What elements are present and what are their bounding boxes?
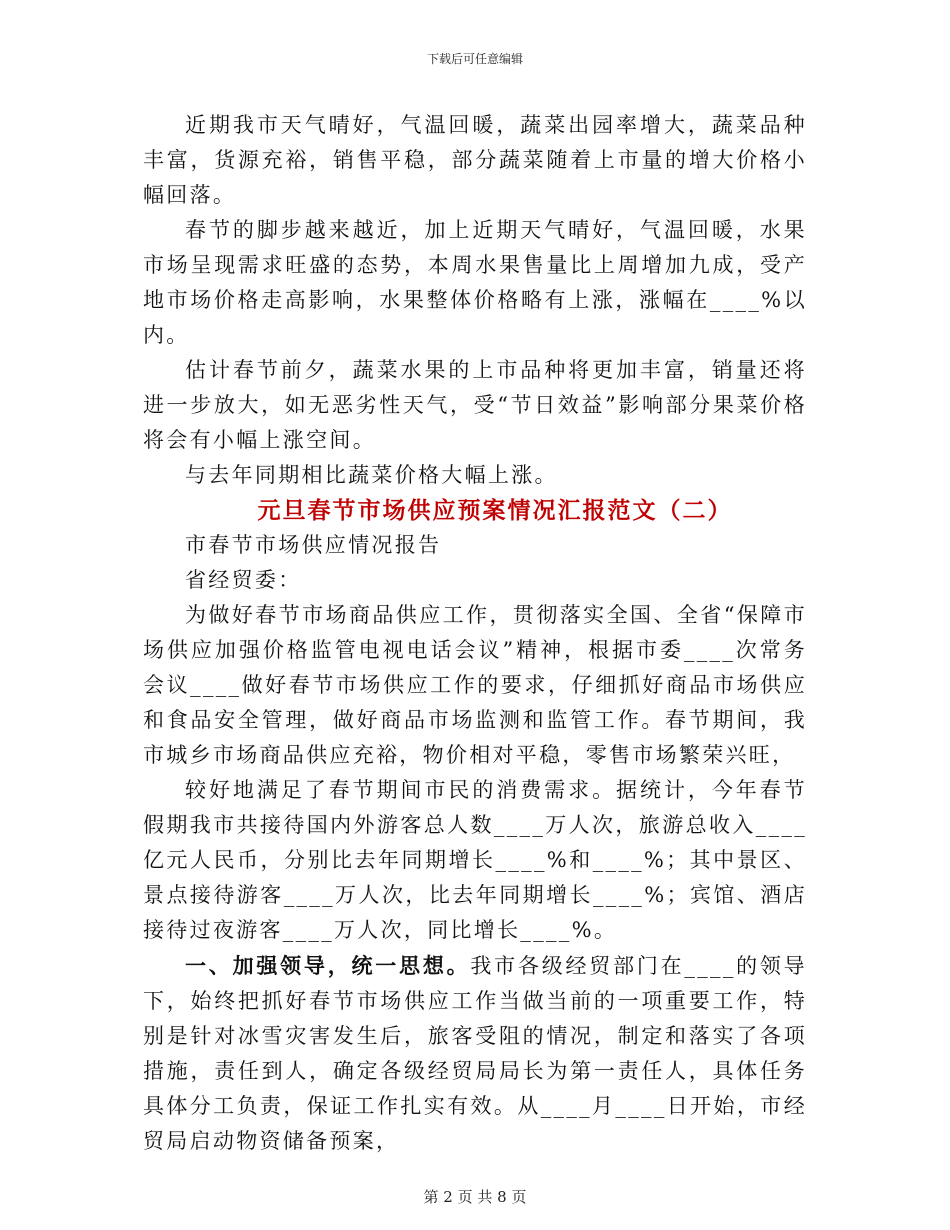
- paragraph: 近期我市天气晴好，气温回暖，蔬菜出园率增大，蔬菜品种丰富，货源充裕，销售平稳，部分蔬菜随着上市量的增大价格小幅回落。: [143, 113, 807, 207]
- paragraph: 较好地满足了春节期间市民的消费需求。据统计，今年春节假期我市共接待国内外游客总人数____万人次，旅游总收入____亿元人民币，分别比去年同期增长____%和____%；其中景区、景点接待游客____万人次，比去年同期增长____%；宾馆、酒店接待过夜游客____万人次，同比增长____%。: [143, 778, 807, 942]
- paragraph: 估计春节前夕，蔬菜水果的上市品种将更加丰富，销量还将进一步放大，如无恶劣性天气，受“节日效益”影响部分果菜价格将会有小幅上涨空间。: [143, 358, 807, 452]
- section-title: 元旦春节市场供应预案情况汇报范文（二）: [257, 497, 733, 524]
- paragraph: 春节的脚步越来越近，加上近期天气晴好，气温回暖，水果市场呈现需求旺盛的态势，本周水果售量比上周增加九成，受产地市场价格走高影响，水果整体价格略有上涨，涨幅在____%以内。: [143, 218, 807, 347]
- section-body: 我市各级经贸部门在____的领导下，始终把抓好春节市场供应工作当做当前的一项重要工作，特别是针对冰雪灾害发生后，旅客受阻的情况，制定和落实了各项措施，责任到人，确定各级经贸局局长为第一责任人，具体任务具体分工负责，保证工作扎实有效。从____月____日开始，市经贸局启动物资储备预案，: [143, 954, 807, 1153]
- page-footer: 第 2 页 共 8 页: [423, 1188, 527, 1206]
- paragraph: 市春节市场供应情况报告: [185, 533, 442, 557]
- paragraph: 为做好春节市场商品供应工作，贯彻落实全国、全省“保障市场供应加强价格监管电视电话会议”精神，根据市委____次常务会议____做好春节市场供应工作的要求，仔细抓好商品市场供应和食品安全管理，做好商品市场监测和监管工作。春节期间，我市城乡市场商品供应充裕，物价相对平稳，零售市场繁荣兴旺，: [143, 603, 807, 767]
- paragraph: [143, 948, 807, 1159]
- section-heading: 一、加强领导，统一思想。: [185, 953, 471, 978]
- paragraph: 省经贸委：: [185, 568, 302, 592]
- document-body: [143, 108, 807, 1159]
- page-header: 下载后可任意编辑: [426, 52, 523, 66]
- paragraph: 与去年同期相比蔬菜价格大幅上涨。: [185, 463, 558, 487]
